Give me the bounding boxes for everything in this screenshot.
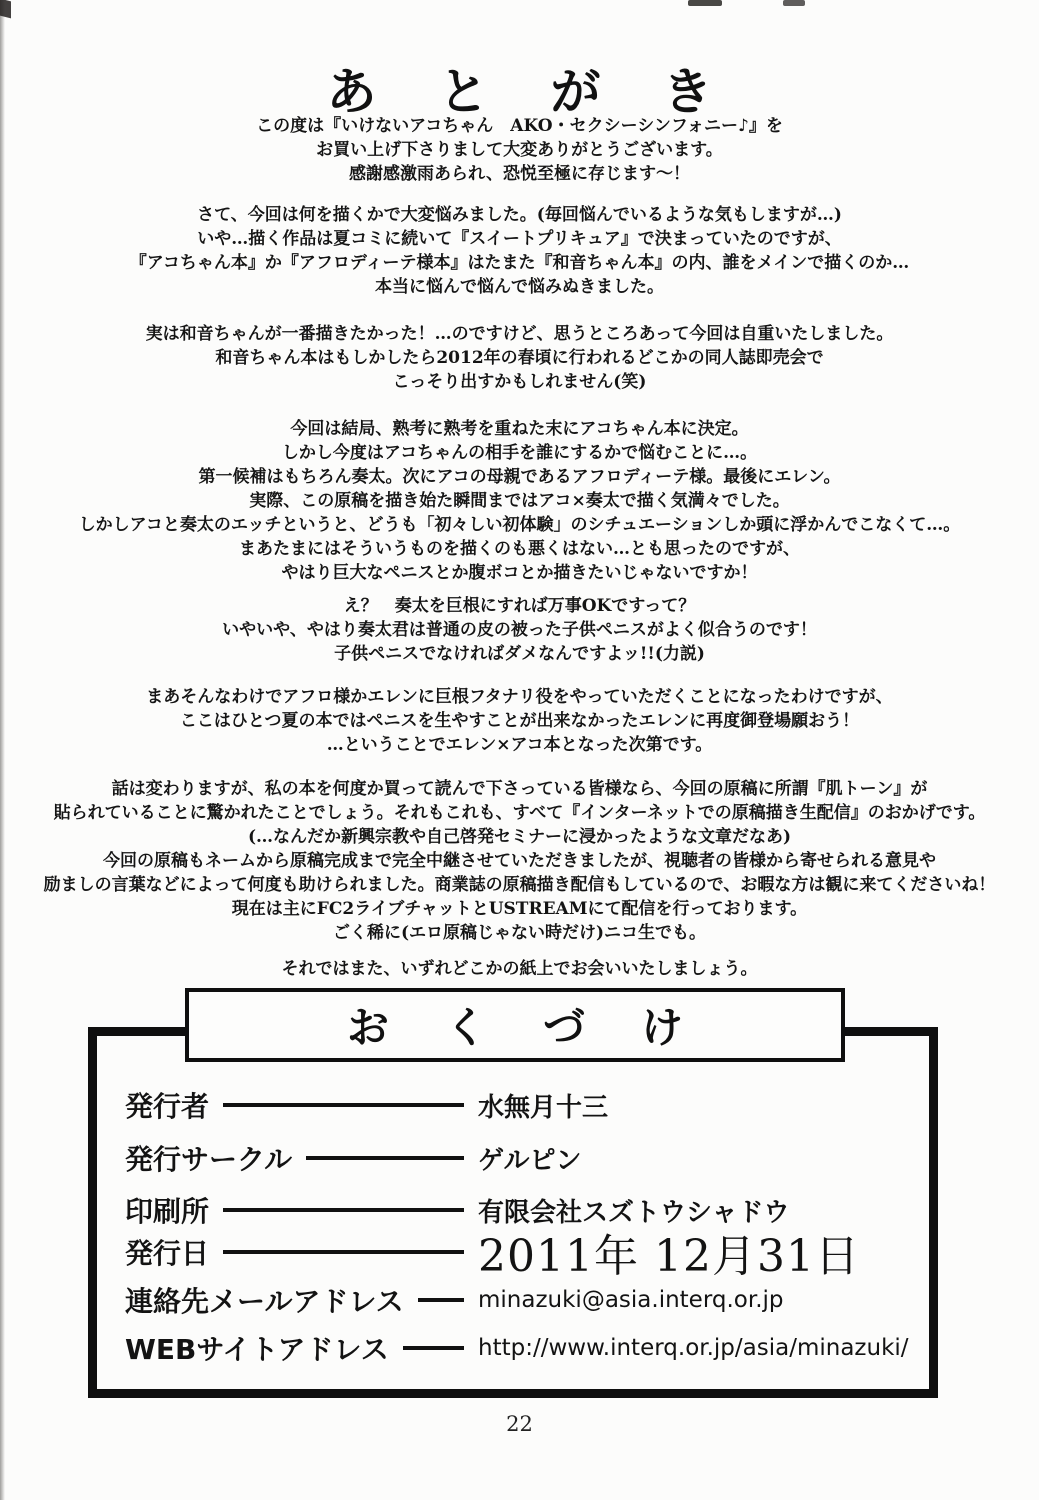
text-line: まあそんなわけでアフロ様かエレンに巨根フタナリ役をやっていただくことになったわけですが、 <box>146 687 893 707</box>
colophon-row-left <box>125 1328 478 1368</box>
text-line: 本当に悩んで悩んで悩みぬきました。 <box>375 277 664 297</box>
afterword-paragraph-1 <box>18 114 1021 186</box>
text-line: 今回は結局、熟考に熟考を重ねた末にアコちゃん本に決定。 <box>290 419 749 439</box>
row-value: 有限会社スズトウシャドウ <box>478 1197 790 1228</box>
colophon-title: おくづけ <box>185 988 845 1062</box>
row-divider-line <box>306 1156 464 1160</box>
row-label: 印刷所 <box>125 1195 210 1228</box>
row-value: ゲルピン <box>478 1145 582 1176</box>
text-line: 励ましの言葉などによって何度も助けられました。商業誌の原稿描き配信もしているので、お暇な方は観に来てくださいね！ <box>43 875 996 895</box>
text-line: やはり巨大なペニスとか腹ボコとか描きたいじゃないですか！ <box>281 563 758 583</box>
row-label: 発行サークル <box>125 1143 293 1176</box>
scan-artifact-top-dash-2 <box>783 0 805 6</box>
colophon-row-left <box>125 1085 478 1125</box>
colophon-row-publisher <box>125 1082 929 1128</box>
text-line: 子供ペニスでなければダメなんですよッ!!(力説) <box>334 644 705 664</box>
row-divider-line <box>223 1250 464 1254</box>
row-value-date: 2011年 12月31日 <box>478 1231 860 1282</box>
row-divider-line <box>403 1346 464 1350</box>
afterword-paragraph-7 <box>18 777 1021 945</box>
text-line: いや…描く作品は夏コミに続いて『スイートプリキュア』で決まっていたのですが、 <box>197 229 842 249</box>
text-line: まあたまにはそういうものを描くのも悪くはない…とも思ったのですが、 <box>239 539 800 559</box>
row-value: 水無月十三 <box>478 1092 609 1123</box>
text-line: 和音ちゃん本はもしかしたら2012年の春頃に行われるどこかの同人誌即売会で <box>215 348 824 368</box>
text-line: いやいや、やはり奏太君は普通の皮の被った子供ペニスがよく似合うのです！ <box>222 620 817 640</box>
text-line: 実は和音ちゃんが一番描きたかった！…のですけど、思うところあって今回は自重いたしました。 <box>145 324 894 344</box>
text-line: 話は変わりますが、私の本を何度か買って読んで下さっている皆様なら、今回の原稿に所謂『肌トーン』が <box>111 779 928 799</box>
text-line: ごく稀に(エロ原稿じゃない時だけ)ニコ生でも。 <box>332 923 707 943</box>
colophon-row-circle <box>125 1135 929 1181</box>
text-line: え？ 奏太を巨根にすれば万事OKですって？ <box>343 596 696 616</box>
colophon-row-issue-date <box>125 1229 929 1282</box>
text-line: ここはひとつ夏の本ではペニスを生やすことが出来なかったエレンに再度御登場願おう！ <box>179 711 860 731</box>
text-line: 貼られていることに驚かれたことでしょう。それもこれも、すべて『インターネットでの原稿描き生配信』のおかげです。 <box>53 803 986 823</box>
text-line: それではまた、いずれどこかの紙上でお会いいたしましょう。 <box>281 959 758 979</box>
colophon-row-website <box>125 1325 929 1371</box>
text-line: しかし今度はアコちゃんの相手を誰にするかで悩むことに…。 <box>281 443 758 463</box>
row-divider-line <box>418 1298 464 1302</box>
afterword-paragraph-3 <box>18 322 1021 394</box>
row-label: 発行者 <box>125 1090 210 1123</box>
afterword-paragraph-5 <box>18 594 1021 666</box>
afterword-paragraph-6 <box>18 685 1021 757</box>
text-line: …ということでエレン×アコ本となった次第です。 <box>326 735 713 755</box>
text-line: 感謝感激雨あられ、恐悦至極に存じます〜！ <box>348 164 691 184</box>
colophon-row-left <box>125 1190 478 1230</box>
row-divider-line <box>223 1208 464 1212</box>
colophon-row-left <box>125 1138 478 1178</box>
colophon-row-email <box>125 1277 929 1323</box>
text-line: この度は『いけないアコちゃん AKO・セクシーシンフォニー♪』を <box>256 116 783 136</box>
text-line: 第一候補はもちろん奏太。次にアコの母親であるアフロディーテ様。最後にエレン。 <box>198 467 841 487</box>
afterword-paragraph-2 <box>18 203 1021 299</box>
row-label: 連絡先メールアドレス <box>125 1285 404 1318</box>
row-label: WEBサイトアドレス <box>125 1333 389 1366</box>
text-line: 実際、この原稿を描き始た瞬間まではアコ×奏太で描く気満々でした。 <box>249 491 790 511</box>
scan-artifact-left-edge <box>0 0 5 1500</box>
text-line: しかしアコと奏太のエッチというと、どうも「初々しい初体験」のシチュエーションしか頭に浮かんでこなくて…。 <box>78 515 961 535</box>
afterword-title: あとがき <box>326 63 775 121</box>
row-value-email: minazuki@asia.interq.or.jp <box>478 1287 784 1313</box>
colophon-row-left <box>125 1280 478 1320</box>
row-label: 発行日 <box>125 1237 210 1270</box>
text-line: 今回の原稿もネームから原稿完成まで完全中継させていただきましたが、視聴者の皆様から寄せられる意見や <box>103 851 936 871</box>
afterword-paragraph-4 <box>18 417 1021 585</box>
afterword-closing-line <box>18 957 1021 981</box>
text-line: 現在は主にFC2ライブチャットとUSTREAMにて配信を行っております。 <box>231 899 808 919</box>
scan-artifact-top-dash-1 <box>688 0 722 6</box>
text-line: お買い上げ下さりまして大変ありがとうございます。 <box>316 140 723 160</box>
page-number: 22 <box>506 1412 533 1436</box>
row-value-url: http://www.interq.or.jp/asia/minazuki/ <box>478 1335 909 1361</box>
row-divider-line <box>223 1103 464 1107</box>
scan-artifact-top-left <box>0 0 11 18</box>
text-line: さて、今回は何を描くかで大変悩みました。(毎回悩んでいるような気もしますが…) <box>197 205 842 225</box>
text-line: (…なんだか新興宗教や自己啓発セミナーに浸かったような文章だなあ) <box>247 827 792 847</box>
text-line: 『アコちゃん本』か『アフロディーテ様本』はたまた『和音ちゃん本』の内、誰をメインで描くのか… <box>129 253 910 273</box>
colophon-row-left <box>125 1232 478 1272</box>
text-line: こっそり出すかもしれません(笑) <box>392 372 647 392</box>
